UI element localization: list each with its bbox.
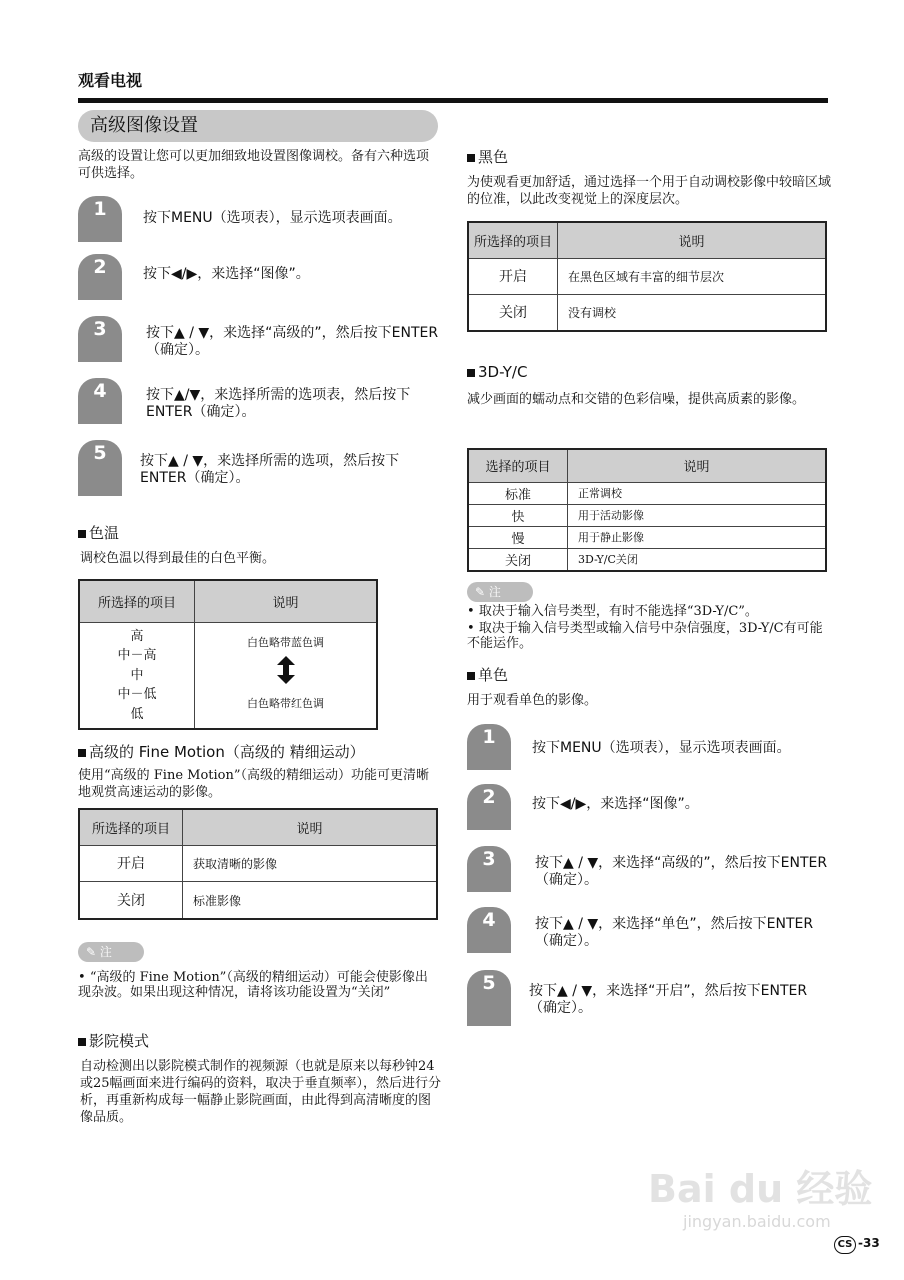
table-cell-key: 开启 (468, 258, 558, 294)
table-cell-desc: 获取清晰的影像 (183, 845, 438, 882)
table-row (468, 548, 826, 571)
header-rule (78, 98, 828, 103)
step-badge: 3 (78, 316, 122, 362)
watermark-logo: Bai du 经验 (648, 1167, 873, 1211)
table-header: 所选择的项目 (79, 809, 183, 845)
step-badge: 5 (78, 440, 122, 496)
page-number: CS -33 (834, 1236, 880, 1254)
table-cell-key: 慢 (468, 526, 568, 548)
cinema-desc: 自动检测出以影院模式制作的视频源（也就是原来以每秒钟24或25幅画面来进行编码的资料，取决于垂直频率），然后进行分析，再重新构成每一幅静止影院画面，由此得到高清晰度的图像品质。 (80, 1059, 442, 1125)
cinema-heading: 影院模式 (78, 1030, 149, 1051)
color-temp-heading: 色温 (78, 522, 119, 543)
table-header: 说明 (568, 449, 827, 482)
table-header: 说明 (558, 222, 827, 258)
page-header-title: 观看电视 (78, 71, 143, 90)
table-cell-desc: 标准影像 (183, 882, 438, 919)
step-text: 按下MENU（选项表），显示选项表画面。 (532, 740, 791, 756)
table-header: 所选择的项目 (468, 222, 558, 258)
note-right-bullet: • 取决于输入信号类型或输入信号中杂信强度，3D-Y/C有可能不能运作。 (467, 621, 823, 651)
step-badge: 4 (467, 907, 511, 953)
table-cell-desc: 用于活动影像 (568, 504, 827, 526)
table-row (468, 504, 826, 526)
table-header: 所选择的项目 (79, 580, 195, 622)
table-cell-desc: 在黑色区域有丰富的细节层次 (558, 258, 827, 294)
step-text: 按下▲ / ▼，来选择“开启”，然后按下ENTER（确定）。 (529, 983, 808, 1016)
table-cell-key: 关闭 (468, 548, 568, 571)
table-cell-desc: 用于静止影像 (568, 526, 827, 548)
black-desc: 为使观看更加舒适，通过选择一个用于自动调校影像中较暗区域的位准，以此改变视觉上的深度层次。 (467, 175, 832, 207)
yc3d-desc: 减少画面的蠕动点和交错的色彩信噪，提供高质素的影像。 (467, 392, 806, 407)
table-header: 说明 (183, 809, 438, 845)
pencil-icon: ✎ (475, 585, 486, 599)
table-row (468, 482, 826, 504)
table-row (468, 294, 826, 331)
step-text: 按下◀/▶，来选择“图像”。 (532, 796, 699, 812)
step-text: 按下▲ / ▼，来选择所需的选项，然后按下ENTER（确定）。 (140, 453, 400, 486)
step-text: 按下▲ / ▼，来选择“单色”，然后按下ENTER（确定）。 (535, 916, 814, 949)
color-temp-top-desc: 白色略带蓝色调 (247, 635, 324, 649)
yc3d-heading: 3D-Y/C (467, 363, 527, 381)
step-badge: 2 (467, 784, 511, 830)
square-bullet-icon (78, 749, 86, 757)
color-temp-table (78, 579, 378, 730)
table-cell-key: 开启 (79, 845, 183, 882)
square-bullet-icon (467, 672, 475, 680)
table-cell-desc: 正常调校 (568, 482, 827, 504)
step-text: 按下▲ / ▼，来选择“高级的”，然后按下ENTER（确定）。 (146, 325, 439, 358)
mono-heading: 单色 (467, 664, 508, 685)
language-badge: CS (834, 1236, 856, 1254)
fine-motion-table (78, 808, 438, 920)
yc3d-table (467, 448, 827, 572)
color-temp-desc-cell (195, 622, 378, 729)
step-badge: 1 (467, 724, 511, 770)
black-heading: 黑色 (467, 146, 508, 167)
square-bullet-icon (467, 154, 475, 162)
black-table (467, 221, 827, 332)
table-cell-desc: 没有调校 (558, 294, 827, 331)
table-row (79, 882, 437, 919)
note-tag: ✎ 注 (78, 942, 144, 962)
table-cell-desc: 3D-Y/C关闭 (568, 548, 827, 571)
step-text: 按下▲ / ▼，来选择“高级的”，然后按下ENTER（确定）。 (535, 855, 828, 888)
fine-motion-heading: 高级的 Fine Motion（高级的 精细运动） (78, 741, 365, 762)
table-cell-key: 关闭 (79, 882, 183, 919)
color-temp-bottom-desc: 白色略带红色调 (247, 696, 324, 710)
step-text: 按下◀/▶，来选择“图像”。 (143, 266, 310, 282)
table-header: 说明 (195, 580, 378, 622)
square-bullet-icon (467, 369, 475, 377)
table-header: 选择的项目 (468, 449, 568, 482)
fine-motion-desc: 使用“高级的 Fine Motion”（高级的精细运动）功能可更清晰地观赏高速运动的影像。 (78, 768, 430, 800)
step-badge: 3 (467, 846, 511, 892)
color-temp-options: 高 中－高 中 中－低 低 (79, 622, 195, 729)
mono-desc: 用于观看单色的影像。 (467, 693, 598, 708)
section-title-advanced: 高级图像设置 (78, 110, 438, 142)
step-badge: 1 (78, 196, 122, 242)
intro-paragraph: 高级的设置让您可以更加细致地设置图像调校。备有六种选项可供选择。 (78, 149, 430, 181)
table-row (79, 845, 437, 882)
table-row (468, 526, 826, 548)
step-badge: 2 (78, 254, 122, 300)
step-text: 按下MENU（选项表），显示选项表画面。 (143, 210, 402, 226)
table-cell-key: 快 (468, 504, 568, 526)
step-badge: 5 (467, 970, 511, 1026)
step-badge: 4 (78, 378, 122, 424)
watermark-url: jingyan.baidu.com (683, 1212, 831, 1231)
table-cell-key: 关闭 (468, 294, 558, 331)
color-temp-desc: 调校色温以得到最佳的白色平衡。 (80, 551, 276, 566)
note-right-bullet: • 取决于输入信号类型，有时不能选择“3D-Y/C”。 (467, 604, 758, 619)
note-left-bullet: • “高级的 Fine Motion”（高级的精细运动）可能会使影像出现杂波。如果出现这种情况，请将该功能设置为“关闭” (78, 970, 428, 1000)
table-cell-key: 标准 (468, 482, 568, 504)
pencil-icon: ✎ (86, 945, 97, 959)
note-tag: ✎ 注 (467, 582, 533, 602)
square-bullet-icon (78, 530, 86, 538)
step-text: 按下▲/▼，来选择所需的选项表，然后按下ENTER（确定）。 (146, 387, 411, 420)
double-arrow-icon (276, 656, 296, 687)
square-bullet-icon (78, 1038, 86, 1046)
table-row (468, 258, 826, 294)
